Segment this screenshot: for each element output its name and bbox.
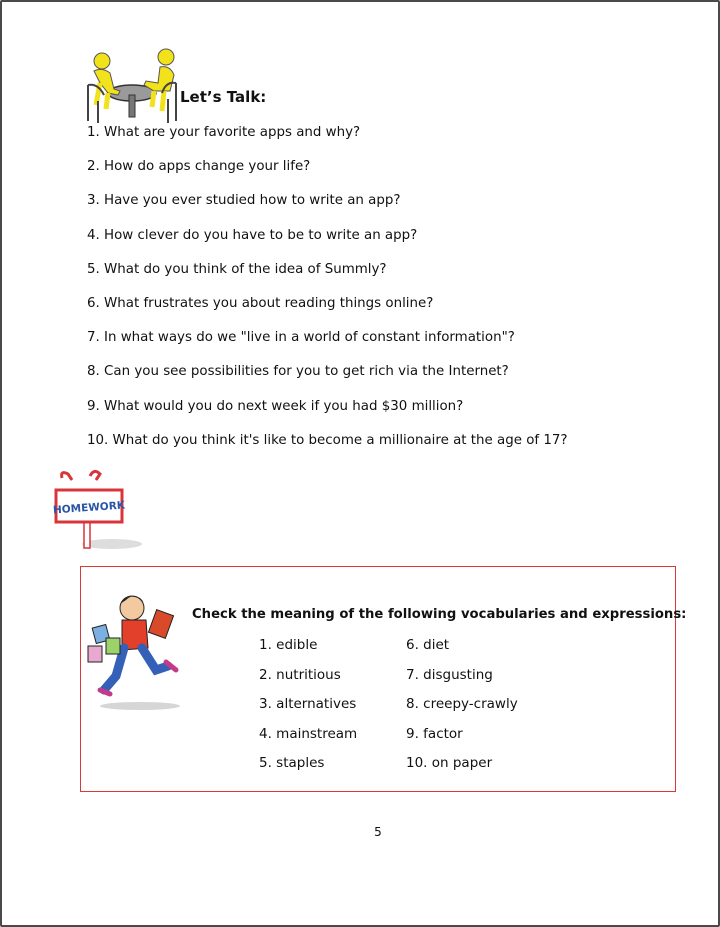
question-item: 7. In what ways do we "live in a world of constant information"?: [87, 330, 515, 346]
vocabulary-item: 2. nutritious: [259, 666, 341, 683]
lets-talk-title: Let’s Talk:: [180, 88, 267, 106]
discussion-table-icon: [84, 45, 180, 127]
vocabulary-item: 4. mainstream: [259, 725, 358, 742]
discussion-questions: [87, 124, 687, 466]
question-item: 8. Can you see possibilities for you to get rich via the Internet?: [87, 364, 509, 380]
question-item: 10. What do you think it's like to become a millionaire at the age of 17?: [87, 432, 568, 448]
question-item: 3. Have you ever studied how to write an app?: [87, 193, 401, 209]
vocabulary-item: 5. staples: [259, 755, 325, 771]
vocabulary-item: 9. factor: [406, 725, 463, 742]
vocabulary-item: 3. alternatives: [259, 696, 357, 712]
question-item: 9. What would you do next week if you had $30 million?: [87, 398, 464, 414]
question-item: 6. What frustrates you about reading things online?: [87, 295, 434, 311]
question-item: 1. What are your favorite apps and why?: [87, 125, 361, 140]
question-item: 2. How do apps change your life?: [87, 159, 311, 175]
question-item: 5. What do you think of the idea of Summly?: [87, 261, 387, 277]
vocabulary-item: 1. edible: [259, 637, 318, 653]
vocabulary-item: 6. diet: [406, 637, 450, 653]
page-number: 5: [374, 825, 382, 839]
vocabulary-heading: Check the meaning of the following vocabularies and expressions:: [192, 607, 687, 622]
vocabulary-list-right: [406, 636, 518, 784]
vocabulary-item: 8. creepy-crawly: [406, 696, 518, 712]
homework-sign-text: HOMEWORK: [52, 499, 126, 517]
question-item: 4. How clever do you have to be to write an app?: [87, 227, 418, 243]
vocabulary-item: 10. on paper: [406, 755, 493, 771]
vocabulary-list-left: [259, 636, 357, 784]
homework-sign-icon: [50, 468, 146, 552]
running-kid-icon: [82, 590, 190, 712]
vocabulary-item: 7. disgusting: [406, 666, 493, 683]
